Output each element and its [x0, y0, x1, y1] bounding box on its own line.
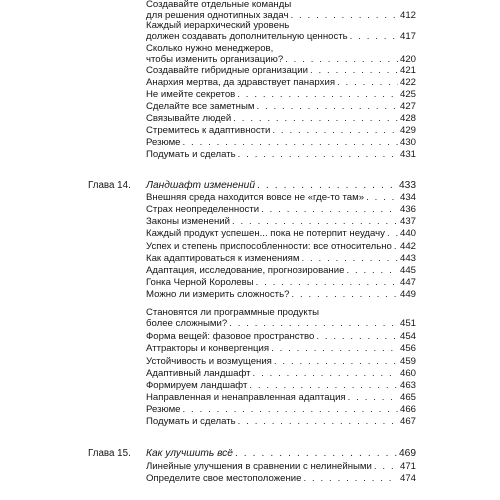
dot-leader [346, 265, 398, 276]
dot-leader [301, 253, 398, 264]
page-number: 454 [399, 331, 416, 342]
entry-title: Форма вещей: фазовое пространство [146, 331, 315, 342]
dot-leader [291, 289, 398, 300]
toc-entry [146, 125, 416, 136]
toc-entry [146, 277, 416, 288]
page-number: 469 [399, 448, 416, 459]
toc-entry [146, 241, 416, 252]
page-number: 429 [399, 125, 416, 136]
page-number: 445 [399, 265, 416, 276]
entry-title: Формируем ландшафт [146, 380, 248, 391]
page-number: 437 [399, 216, 416, 227]
dot-leader [271, 343, 398, 354]
page-number: 443 [399, 253, 416, 264]
toc-entry [146, 404, 416, 415]
dot-leader [387, 228, 398, 239]
toc-entry [146, 289, 416, 300]
entry-title: Аттракторы и конвергенция [146, 343, 270, 354]
dot-leader [232, 216, 398, 227]
chapter-title: Ландшафт изменений [146, 180, 255, 191]
dot-leader [233, 113, 398, 124]
page-number: 412 [399, 10, 416, 22]
toc-entry [146, 204, 416, 215]
page-number: 465 [399, 392, 416, 403]
entry-title: Резюме [146, 137, 181, 148]
dot-leader [303, 473, 398, 484]
dot-leader [374, 461, 398, 472]
dot-leader [394, 241, 398, 252]
page-number: 417 [399, 31, 416, 43]
page-number: 434 [399, 192, 416, 203]
toc-entry [146, 20, 416, 43]
entry-title: Адаптация, исследование, прогнозирование [146, 265, 345, 276]
page-number: 471 [399, 461, 416, 472]
dot-leader [183, 404, 398, 415]
dot-leader [261, 204, 398, 215]
entry-title: Связывайте людей [146, 113, 232, 124]
toc-entry [146, 89, 416, 100]
entry-title: Создавайте гибридные организации [146, 65, 308, 76]
dot-leader [348, 392, 398, 403]
page-number: 466 [399, 404, 416, 415]
entry-title: Направленная и ненаправленная адаптация [146, 392, 346, 403]
entry-title: чтобы изменить организацию? [146, 54, 284, 66]
dot-leader [256, 101, 398, 112]
dot-leader [237, 89, 398, 100]
entry-title: Не имейте секретов [146, 89, 236, 100]
entry-title: Внешняя среда находится вовсе не «где-то там» [146, 192, 365, 203]
entry-title: Анархия мертва, да здравствует панархия [146, 77, 336, 88]
entry-title: Адаптивный ландшафт [146, 368, 251, 379]
page-number: 460 [399, 368, 416, 379]
entry-title: Линейные улучшения в сравнении с нелинейными [146, 461, 372, 472]
page-number: 474 [399, 473, 416, 484]
entry-title: Гонка Черной Королевы [146, 277, 254, 288]
page-number: 425 [399, 89, 416, 100]
entry-title: Определите свое местоположение [146, 473, 302, 484]
toc-entry [146, 65, 416, 76]
entry-title: Каждый продукт успешен... пока не потерпит неудачу [146, 228, 385, 239]
toc-entry [146, 0, 416, 22]
entry-title: должен создавать дополнительную ценность [146, 31, 348, 43]
page-number: 431 [399, 149, 416, 160]
toc-entry [146, 368, 416, 379]
entry-title: Страх неопределенности [146, 204, 260, 215]
dot-leader [229, 318, 398, 329]
chapter-entry [146, 448, 416, 459]
toc-entry [146, 356, 416, 367]
toc-entry [146, 265, 416, 276]
dot-leader [316, 331, 398, 342]
toc-entry [146, 137, 416, 148]
entry-title: Как адаптироваться к изменениям [146, 253, 300, 264]
entry-title: более сложными? [146, 318, 228, 330]
page-number: 421 [399, 65, 416, 76]
page-number: 463 [399, 380, 416, 391]
entry-title-line: Становятся ли программные продукты [146, 307, 320, 318]
toc-entry [146, 43, 416, 66]
chapter-entry [146, 180, 416, 191]
entry-title: Законы изменений [146, 216, 230, 227]
entry-title: Подумать и сделать [146, 149, 236, 160]
page-number: 442 [399, 241, 416, 252]
toc-entry [146, 216, 416, 227]
toc-entry [146, 149, 416, 160]
chapter-label: Глава 14. [88, 180, 131, 191]
toc-entry [146, 461, 416, 472]
entry-title-line: Создавайте отдельные команды [146, 0, 292, 10]
dot-leader [235, 448, 397, 459]
page-number: 467 [399, 416, 416, 427]
toc-entry [146, 416, 416, 427]
dot-leader [183, 137, 398, 148]
page-number: 447 [399, 277, 416, 288]
page-number: 459 [399, 356, 416, 367]
entry-title: Можно ли измерить сложность? [146, 289, 290, 300]
page-number: 449 [399, 289, 416, 300]
toc-entry [146, 307, 416, 330]
page-number: 440 [399, 228, 416, 239]
entry-title: Подумать и сделать [146, 416, 236, 427]
dot-leader [256, 277, 398, 288]
dot-leader [253, 368, 398, 379]
toc-entry [146, 192, 416, 203]
page-number: 456 [399, 343, 416, 354]
entry-title: Стремитесь к адаптивности [146, 125, 271, 136]
dot-leader [274, 356, 398, 367]
dot-leader [249, 380, 398, 391]
toc-entry [146, 228, 416, 239]
toc-entry [146, 113, 416, 124]
entry-title-line: Сколько нужно менеджеров, [146, 43, 274, 54]
page-number: 428 [399, 113, 416, 124]
page-number: 436 [399, 204, 416, 215]
page-number: 430 [399, 137, 416, 148]
dot-leader [350, 31, 398, 42]
page-number: 451 [399, 318, 416, 330]
page-number: 422 [399, 77, 416, 88]
entry-title: Устойчивость и возмущения [146, 356, 272, 367]
chapter-label: Глава 15. [88, 448, 131, 459]
page-number: 427 [399, 101, 416, 112]
entry-title: для решения однотипных задач [146, 10, 289, 22]
toc-entry [146, 77, 416, 88]
dot-leader [257, 180, 397, 191]
page-number: 420 [399, 54, 416, 66]
dot-leader [238, 416, 398, 427]
dot-leader [272, 125, 398, 136]
toc-entry [146, 473, 416, 484]
dot-leader [310, 65, 398, 76]
entry-title: Сделайте все заметным [146, 101, 255, 112]
toc-entry [146, 392, 416, 403]
page-number: 433 [399, 180, 416, 191]
dot-leader [238, 149, 398, 160]
entry-title: Резюме [146, 404, 181, 415]
toc-entry [146, 331, 416, 342]
toc-entry [146, 380, 416, 391]
chapter-title: Как улучшить всё [146, 448, 233, 459]
entry-title-line: Каждый иерархический уровень [146, 20, 290, 31]
entry-title: Успех и степень приспособленности: все относительно [146, 241, 392, 252]
dot-leader [366, 192, 398, 203]
toc-entry [146, 101, 416, 112]
dot-leader [337, 77, 398, 88]
toc-entry [146, 343, 416, 354]
toc-entry [146, 253, 416, 264]
